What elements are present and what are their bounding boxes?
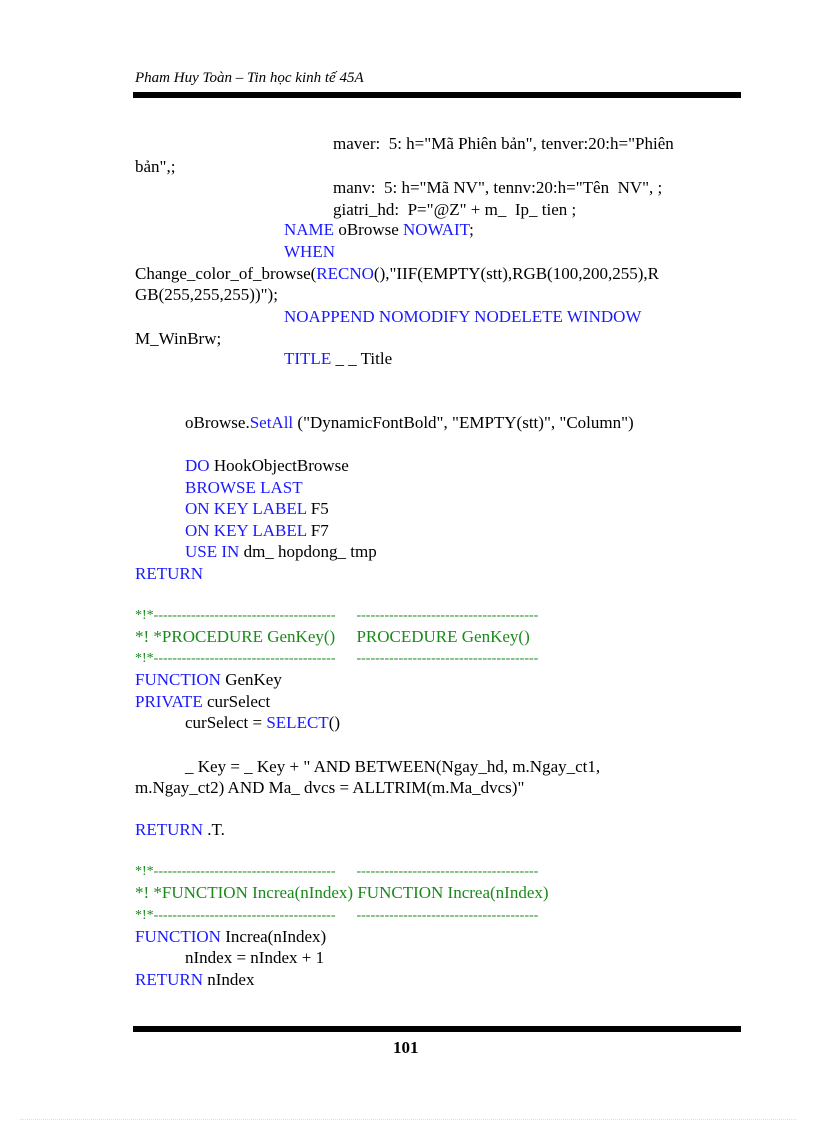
code-line xyxy=(284,307,641,327)
footer-rule-thin xyxy=(133,1031,741,1032)
code-keyword: RECNO xyxy=(316,264,374,283)
code-line xyxy=(284,220,474,240)
code-line xyxy=(185,542,377,562)
code-keyword: USE IN xyxy=(185,542,240,561)
code-text: nIndex = nIndex + 1 xyxy=(185,948,325,967)
code-line xyxy=(135,970,254,990)
code-text: () xyxy=(328,713,341,732)
code-keyword: FUNCTION xyxy=(135,927,221,946)
code-text: curSelect = xyxy=(185,713,267,732)
code-text: nIndex xyxy=(203,970,255,989)
code-keyword: ON KEY LABEL xyxy=(185,521,307,540)
code-line xyxy=(135,564,203,584)
page-edge-dotted-line xyxy=(20,1119,796,1120)
code-text: dm_ hopdong_ tmp xyxy=(239,542,377,561)
code-text: _ _ Title xyxy=(331,349,393,368)
code-keyword: SetAll xyxy=(249,413,294,432)
code-comment: *! *PROCEDURE GenKey() PROCEDURE GenKey() xyxy=(135,627,530,646)
running-header: Pham Huy Toàn – Tin học kinh tế 45A xyxy=(135,70,364,86)
code-comment: *!*--------------------------------------- --------------------------------------- xyxy=(135,651,539,666)
code-line xyxy=(135,906,538,926)
code-keyword: FUNCTION xyxy=(135,670,221,689)
code-text: M_WinBrw; xyxy=(135,329,222,348)
code-keyword: RETURN xyxy=(135,820,203,839)
page-number: 101 xyxy=(393,1038,419,1057)
code-text: ; xyxy=(469,220,474,239)
code-text: Increa(nIndex) xyxy=(220,927,327,946)
code-line xyxy=(135,927,326,947)
code-text: GenKey xyxy=(220,670,282,689)
code-line xyxy=(135,606,538,626)
code-text: F7 xyxy=(306,521,329,540)
code-keyword: SELECT xyxy=(266,713,329,732)
code-keyword: NAME xyxy=(284,220,335,239)
code-line xyxy=(135,862,538,882)
code-text: Change_color_of_browse( xyxy=(135,264,317,283)
code-keyword: ON KEY LABEL xyxy=(185,499,307,518)
code-keyword: NOAPPEND NOMODIFY NODELETE WINDOW xyxy=(284,307,642,326)
code-keyword: RETURN xyxy=(135,564,203,583)
code-line xyxy=(135,649,538,669)
code-text: .T. xyxy=(203,820,225,839)
code-line xyxy=(135,883,549,903)
code-text: oBrowse. xyxy=(185,413,250,432)
code-text: manv: 5: h="Mã NV", tennv:20:h="Tên NV", ; xyxy=(333,178,663,197)
code-line xyxy=(333,134,674,154)
code-keyword: WHEN xyxy=(284,242,335,261)
code-keyword: TITLE xyxy=(284,349,332,368)
code-comment: *!*--------------------------------------- --------------------------------------- xyxy=(135,908,539,923)
code-keyword: DO xyxy=(185,456,210,475)
code-line xyxy=(185,499,329,519)
code-line xyxy=(185,757,600,777)
code-line xyxy=(135,157,175,177)
code-line xyxy=(333,200,576,220)
code-text: ("DynamicFontBold", "EMPTY(stt)", "Column") xyxy=(293,413,634,432)
code-text: maver: 5: h="Mã Phiên bản", tenver:20:h="Phiên xyxy=(333,134,674,153)
code-text: HookObjectBrowse xyxy=(209,456,349,475)
code-line xyxy=(135,329,221,349)
code-comment: *!*--------------------------------------- --------------------------------------- xyxy=(135,864,539,879)
code-comment: *! *FUNCTION Increa(nIndex) FUNCTION Increa(nIndex) xyxy=(135,883,549,902)
code-line xyxy=(284,349,392,369)
code-line xyxy=(185,413,634,433)
code-comment: *!*--------------------------------------- --------------------------------------- xyxy=(135,608,539,623)
code-keyword: RETURN xyxy=(135,970,203,989)
code-line xyxy=(185,478,303,498)
code-line xyxy=(135,670,282,690)
code-text: bản",; xyxy=(135,157,176,176)
code-line xyxy=(185,948,324,968)
code-text: giatri_hd: P="@Z" + m_ Ip_ tien ; xyxy=(333,200,577,219)
code-keyword: BROWSE LAST xyxy=(185,478,303,497)
code-line xyxy=(185,521,329,541)
code-line xyxy=(185,456,349,476)
code-keyword: NOWAIT xyxy=(403,220,470,239)
code-line xyxy=(135,692,270,712)
code-line xyxy=(135,778,524,798)
code-text: oBrowse xyxy=(334,220,404,239)
code-text: m.Ngay_ct2) AND Ma_ dvcs = ALLTRIM(m.Ma_dvcs)" xyxy=(135,778,525,797)
code-text: GB(255,255,255))"); xyxy=(135,285,278,304)
code-line xyxy=(135,627,530,647)
code-text: F5 xyxy=(306,499,329,518)
code-text: curSelect xyxy=(202,692,271,711)
code-line xyxy=(135,285,278,305)
header-rule-thick xyxy=(133,93,741,98)
code-line xyxy=(135,264,659,284)
code-text: _ Key = _ Key + " AND BETWEEN(Ngay_hd, m.Ngay_ct1, xyxy=(185,757,601,776)
code-line xyxy=(185,713,340,733)
code-line xyxy=(284,242,335,262)
code-line xyxy=(333,178,662,198)
code-keyword: PRIVATE xyxy=(135,692,203,711)
code-text: (),"IIF(EMPTY(stt),RGB(100,200,255),R xyxy=(373,264,659,283)
code-line xyxy=(135,820,225,840)
